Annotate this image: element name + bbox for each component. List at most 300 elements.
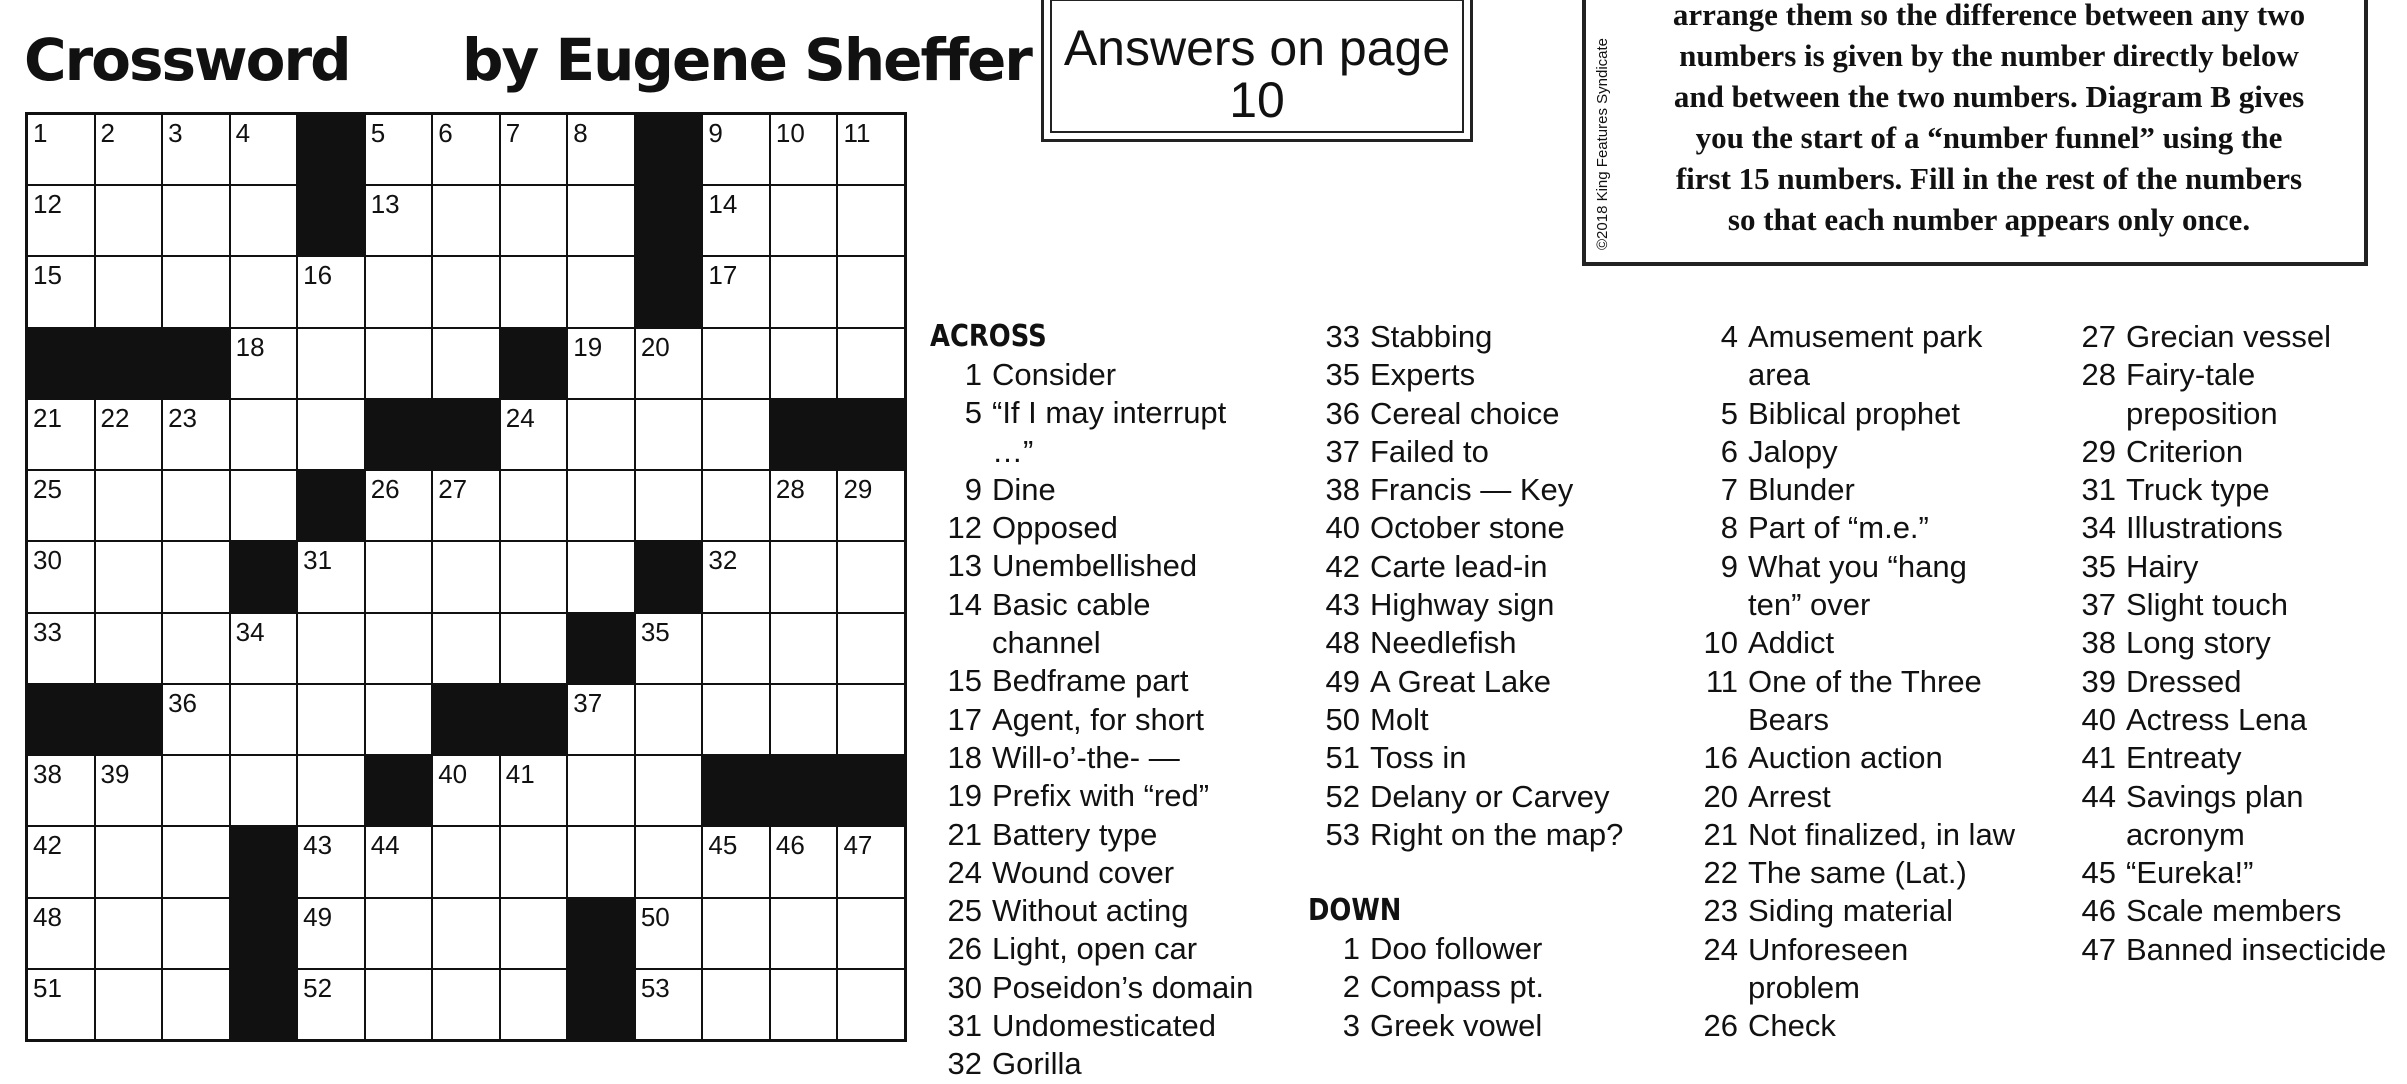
clue-item [930, 701, 1262, 739]
cell-number: 14 [708, 189, 738, 220]
grid-cell[interactable] [28, 471, 94, 540]
clue-text: Arrest [1748, 778, 1831, 814]
clue-text: Doo follower [1370, 931, 1543, 967]
grid-cell[interactable] [298, 685, 364, 754]
grid-cell[interactable] [298, 756, 364, 825]
clue-text: What you “hang ten” over [1748, 548, 1967, 623]
clue-number: 43 [1325, 587, 1360, 623]
grid-block [771, 756, 837, 825]
clue-text: Slight touch [2126, 587, 2288, 623]
grid-cell[interactable] [163, 756, 229, 825]
cell-number: 30 [33, 545, 62, 576]
clue-text: Hairy [2126, 548, 2199, 584]
grid-cell[interactable] [433, 257, 499, 326]
grid-cell[interactable] [366, 257, 432, 326]
grid-cell[interactable] [28, 115, 94, 184]
grid-block [771, 400, 837, 469]
cell-number: 48 [33, 901, 62, 932]
clue-text: Auction action [1748, 740, 1943, 776]
cell-number: 20 [640, 331, 670, 362]
grid-cell[interactable] [771, 827, 837, 896]
grid-cell[interactable] [28, 400, 94, 469]
clue-item [930, 509, 1262, 547]
grid-cell[interactable] [96, 400, 162, 469]
clue-text: Entreaty [2126, 740, 2242, 776]
clue-number: 52 [1325, 778, 1360, 814]
clue-item [2064, 663, 2396, 701]
grid-cell[interactable] [298, 970, 364, 1039]
grid-cell[interactable] [501, 186, 567, 255]
grid-cell[interactable] [501, 970, 567, 1039]
grid-cell[interactable] [636, 685, 702, 754]
grid-cell[interactable] [96, 115, 162, 184]
grid-cell[interactable] [366, 614, 432, 683]
cell-number: 13 [370, 189, 400, 220]
clue-number: 35 [2081, 548, 2116, 584]
clue-item [2064, 356, 2396, 433]
grid-cell[interactable] [96, 756, 162, 825]
grid-cell[interactable] [298, 614, 364, 683]
clue-number: 9 [1720, 548, 1738, 584]
grid-cell[interactable] [433, 899, 499, 968]
grid-cell[interactable] [771, 471, 837, 540]
grid-cell[interactable] [433, 471, 499, 540]
clue-item [930, 1007, 1262, 1045]
grid-cell[interactable] [568, 329, 634, 398]
puzzle-text-line: arrange them so the difference between any two [1672, 0, 2306, 32]
grid-cell[interactable] [366, 471, 432, 540]
grid-cell[interactable] [366, 970, 432, 1039]
grid-cell[interactable] [231, 257, 297, 326]
clue-text: Scale members [2126, 893, 2342, 929]
cell-number: 26 [370, 474, 400, 505]
cell-number: 36 [168, 687, 197, 718]
grid-cell[interactable] [163, 471, 229, 540]
grid-cell[interactable] [366, 186, 432, 255]
grid-cell[interactable] [433, 186, 499, 255]
cell-number: 21 [33, 402, 62, 433]
clue-number: 9 [964, 471, 982, 507]
cell-number: 19 [573, 331, 603, 362]
clue-number: 21 [1703, 816, 1738, 852]
clue-text: Biblical prophet [1748, 395, 1960, 431]
clue-text: Right on the map? [1370, 816, 1624, 852]
grid-cell[interactable] [838, 970, 904, 1039]
clue-item [1686, 395, 2018, 433]
grid-block [501, 329, 567, 398]
clue-text: Experts [1370, 357, 1476, 393]
grid-block [568, 614, 634, 683]
grid-cell[interactable] [703, 827, 769, 896]
grid-cell[interactable] [703, 400, 769, 469]
grid-cell[interactable] [366, 899, 432, 968]
answers-notice-text: Answers on page [1063, 20, 1451, 76]
cell-number: 25 [33, 474, 62, 505]
grid-cell[interactable] [703, 329, 769, 398]
clue-number: 18 [947, 739, 982, 775]
grid-cell[interactable] [703, 257, 769, 326]
cell-number: 16 [303, 260, 333, 291]
across-heading: ACROSS [930, 319, 1047, 354]
clue-item [1308, 778, 1640, 816]
clue-text: Poseidon’s domain [992, 969, 1254, 1005]
clue-number: 50 [1325, 701, 1360, 737]
grid-cell[interactable] [838, 899, 904, 968]
cell-number: 4 [235, 118, 251, 148]
clue-text: Savings plan acronym [2126, 778, 2304, 852]
clue-number: 11 [1705, 663, 1738, 699]
clue-item [2064, 854, 2396, 892]
grid-cell[interactable] [163, 685, 229, 754]
cell-number: 11 [843, 118, 871, 148]
grid-cell[interactable] [433, 329, 499, 398]
grid-cell[interactable] [771, 115, 837, 184]
clue-number: 44 [2081, 778, 2116, 814]
grid-cell[interactable] [366, 685, 432, 754]
grid-cell[interactable] [636, 756, 702, 825]
grid-block [298, 471, 364, 540]
clue-number: 37 [1325, 433, 1360, 469]
clue-text: Consider [992, 357, 1117, 392]
clue-item [2064, 471, 2396, 509]
grid-cell[interactable] [231, 115, 297, 184]
grid-cell[interactable] [433, 614, 499, 683]
grid-cell[interactable] [298, 257, 364, 326]
grid-cell[interactable] [568, 186, 634, 255]
grid-block [636, 257, 702, 326]
grid-cell[interactable] [771, 186, 837, 255]
grid-cell[interactable] [163, 257, 229, 326]
grid-cell[interactable] [163, 115, 229, 184]
grid-cell[interactable] [771, 899, 837, 968]
grid-cell[interactable] [568, 115, 634, 184]
clue-text: A Great Lake [1370, 663, 1551, 699]
grid-cell[interactable] [501, 257, 567, 326]
clue-number: 5 [964, 395, 982, 431]
grid-cell[interactable] [298, 899, 364, 968]
clue-text: Francis — Key [1370, 472, 1574, 508]
clue-number: 42 [1325, 548, 1360, 584]
grid-cell[interactable] [96, 970, 162, 1039]
grid-cell[interactable] [433, 970, 499, 1039]
clue-item [1308, 968, 1640, 1006]
grid-cell[interactable] [636, 970, 702, 1039]
clue-item [1308, 395, 1640, 433]
clue-item [1308, 433, 1640, 471]
clue-number: 24 [947, 854, 982, 890]
clue-item [1308, 548, 1640, 586]
cell-number: 44 [370, 830, 400, 861]
grid-cell[interactable] [163, 400, 229, 469]
grid-cell[interactable] [366, 329, 432, 398]
puzzle-text-line: first 15 numbers. Fill in the rest of the numbers [1675, 161, 2303, 196]
clue-text: Unforeseen problem [1748, 931, 1909, 1006]
across-clues-column-2 [1308, 318, 1640, 1045]
clue-text: “If I may interrupt …” [992, 395, 1227, 469]
grid-cell[interactable] [298, 400, 364, 469]
byline: by Eugene Sheffer [462, 26, 1031, 94]
answers-page-number: 10 [1229, 72, 1285, 128]
grid-cell[interactable] [28, 756, 94, 825]
clue-number: 30 [947, 969, 982, 1005]
grid-cell[interactable] [433, 756, 499, 825]
grid-cell[interactable] [568, 257, 634, 326]
grid-cell[interactable] [231, 329, 297, 398]
grid-cell[interactable] [96, 899, 162, 968]
clue-number: 49 [1325, 663, 1360, 699]
cell-number: 22 [100, 402, 130, 433]
clue-text: Prefix with “red” [992, 778, 1210, 814]
clue-item [1686, 663, 2018, 740]
grid-cell[interactable] [636, 899, 702, 968]
clue-item [930, 777, 1262, 815]
grid-cell[interactable] [703, 115, 769, 184]
clue-number: 26 [1703, 1008, 1738, 1044]
grid-cell[interactable] [703, 685, 769, 754]
grid-cell[interactable] [28, 614, 94, 683]
grid-cell[interactable] [838, 257, 904, 326]
grid-cell[interactable] [636, 827, 702, 896]
clue-text: Agent, for short [992, 701, 1204, 737]
grid-cell[interactable] [231, 614, 297, 683]
grid-cell[interactable] [231, 400, 297, 469]
cell-number: 2 [100, 118, 115, 148]
grid-cell[interactable] [96, 257, 162, 326]
clue-text: Delany or Carvey [1370, 778, 1610, 814]
puzzle-text-line: and between the two numbers. Diagram B gives [1673, 79, 2305, 114]
grid-cell[interactable] [568, 756, 634, 825]
grid-cell[interactable] [568, 685, 634, 754]
grid-cell[interactable] [96, 542, 162, 611]
grid-cell[interactable] [838, 115, 904, 184]
cell-number: 51 [33, 972, 62, 1003]
clue-number: 23 [1703, 893, 1738, 929]
puzzle-text-line: so that each number appears only once. [1727, 202, 2251, 237]
clue-number: 22 [1703, 855, 1738, 891]
grid-cell[interactable] [96, 614, 162, 683]
grid-cell[interactable] [501, 400, 567, 469]
grid-cell[interactable] [838, 827, 904, 896]
clue-text: Siding material [1748, 893, 1954, 929]
cell-number: 23 [168, 402, 197, 433]
clue-number: 31 [947, 1008, 982, 1044]
clue-text: Light, open car [992, 931, 1198, 967]
grid-cell[interactable] [771, 257, 837, 326]
grid-cell[interactable] [636, 329, 702, 398]
cell-number: 17 [708, 260, 738, 291]
grid-block [96, 329, 162, 398]
grid-cell[interactable] [771, 542, 837, 611]
grid-cell[interactable] [298, 542, 364, 611]
cell-number: 50 [640, 901, 670, 932]
clue-text: Battery type [992, 816, 1158, 852]
grid-cell[interactable] [703, 471, 769, 540]
grid-cell[interactable] [231, 685, 297, 754]
clue-item [1308, 356, 1640, 394]
grid-cell[interactable] [703, 970, 769, 1039]
grid-cell[interactable] [838, 542, 904, 611]
clue-item [2064, 433, 2396, 471]
cell-number: 46 [775, 830, 805, 861]
grid-cell[interactable] [28, 827, 94, 896]
grid-cell[interactable] [28, 899, 94, 968]
grid-cell[interactable] [298, 827, 364, 896]
grid-cell[interactable] [838, 471, 904, 540]
clue-text: Criterion [2126, 433, 2244, 469]
clue-number: 38 [1325, 472, 1360, 508]
grid-cell[interactable] [838, 685, 904, 754]
grid-cell[interactable] [96, 471, 162, 540]
grid-cell[interactable] [501, 471, 567, 540]
clue-item [1308, 1007, 1640, 1045]
grid-cell[interactable] [703, 614, 769, 683]
grid-cell[interactable] [28, 542, 94, 611]
cell-number: 39 [100, 759, 130, 790]
clue-text: Gorilla [992, 1046, 1082, 1082]
grid-cell[interactable] [771, 970, 837, 1039]
grid-cell[interactable] [163, 542, 229, 611]
grid-block [298, 186, 364, 255]
clue-item [930, 969, 1262, 1007]
clue-number: 32 [947, 1046, 982, 1082]
grid-cell[interactable] [163, 186, 229, 255]
clue-item [1686, 931, 2018, 1008]
grid-cell[interactable] [163, 614, 229, 683]
grid-cell[interactable] [433, 827, 499, 896]
grid-block [231, 827, 297, 896]
clue-number: 48 [1325, 625, 1360, 661]
grid-cell[interactable] [703, 186, 769, 255]
clue-number: 12 [947, 510, 982, 546]
grid-block [501, 685, 567, 754]
grid-cell[interactable] [636, 400, 702, 469]
grid-cell[interactable] [28, 257, 94, 326]
clue-text: One of the Three Bears [1748, 663, 1982, 737]
clue-item [930, 739, 1262, 777]
cell-number: 24 [505, 402, 535, 433]
grid-block [703, 756, 769, 825]
clue-number: 26 [947, 931, 982, 967]
grid-cell[interactable] [501, 899, 567, 968]
grid-cell[interactable] [501, 756, 567, 825]
clue-text: Actress Lena [2126, 701, 2307, 737]
grid-cell[interactable] [568, 542, 634, 611]
grid-cell[interactable] [231, 471, 297, 540]
grid-block [433, 400, 499, 469]
grid-cell[interactable] [96, 827, 162, 896]
clue-item [1308, 663, 1640, 701]
grid-cell[interactable] [28, 970, 94, 1039]
grid-cell[interactable] [231, 756, 297, 825]
grid-cell[interactable] [838, 614, 904, 683]
clue-item [930, 586, 1262, 663]
grid-cell[interactable] [771, 329, 837, 398]
clue-text: Failed to [1370, 433, 1489, 469]
clue-text: Illustrations [2126, 510, 2283, 546]
grid-cell[interactable] [636, 614, 702, 683]
grid-cell[interactable] [501, 614, 567, 683]
grid-cell[interactable] [771, 614, 837, 683]
grid-cell[interactable] [96, 186, 162, 255]
grid-cell[interactable] [163, 827, 229, 896]
clue-number: 5 [1720, 395, 1738, 431]
cell-number: 31 [303, 545, 333, 576]
clue-number: 34 [2081, 510, 2116, 546]
grid-cell[interactable] [433, 115, 499, 184]
grid-cell[interactable] [703, 542, 769, 611]
clue-number: 35 [1325, 357, 1360, 393]
clue-number: 13 [947, 548, 982, 584]
cell-number: 41 [505, 759, 535, 790]
grid-cell[interactable] [298, 329, 364, 398]
grid-cell[interactable] [433, 542, 499, 611]
clue-item [1308, 816, 1640, 854]
grid-cell[interactable] [231, 186, 297, 255]
clue-item [1686, 471, 2018, 509]
clue-number: 15 [947, 663, 982, 699]
grid-cell[interactable] [636, 471, 702, 540]
clue-text: Long story [2126, 625, 2271, 661]
answers-notice-inner [1050, 0, 1464, 133]
clue-item [1308, 509, 1640, 547]
clue-number: 53 [1325, 816, 1360, 852]
grid-block [231, 542, 297, 611]
grid-cell[interactable] [366, 115, 432, 184]
cell-number: 8 [573, 118, 588, 148]
grid-cell[interactable] [771, 685, 837, 754]
grid-cell[interactable] [568, 827, 634, 896]
clue-item [1686, 509, 2018, 547]
grid-cell[interactable] [366, 827, 432, 896]
cell-number: 43 [303, 830, 333, 861]
clue-text: Without acting [992, 893, 1189, 929]
grid-cell[interactable] [838, 329, 904, 398]
clue-item [1686, 433, 2018, 471]
grid-cell[interactable] [568, 400, 634, 469]
grid-block [568, 970, 634, 1039]
grid-cell[interactable] [163, 899, 229, 968]
crossword-grid [25, 112, 907, 1042]
clue-item [1308, 624, 1640, 662]
clue-number: 31 [2081, 472, 2116, 508]
cell-number: 6 [438, 118, 453, 148]
grid-cell[interactable] [568, 471, 634, 540]
clue-text: Part of “m.e.” [1748, 510, 1929, 546]
grid-block [568, 899, 634, 968]
clue-item [2064, 778, 2396, 855]
cell-number: 45 [708, 830, 738, 861]
clue-text: Amusement park area [1748, 319, 1983, 393]
grid-cell[interactable] [501, 827, 567, 896]
grid-cell[interactable] [501, 115, 567, 184]
clue-text: Dine [992, 471, 1056, 507]
grid-cell[interactable] [703, 899, 769, 968]
clue-text: Truck type [2126, 472, 2270, 508]
clue-text: Will-o’-the- — [992, 739, 1180, 775]
grid-cell[interactable] [366, 542, 432, 611]
clue-number: 38 [2081, 625, 2116, 661]
clue-item [1308, 318, 1640, 356]
clue-item [930, 930, 1262, 968]
clue-text: Opposed [992, 510, 1118, 546]
grid-cell[interactable] [28, 186, 94, 255]
grid-cell[interactable] [501, 542, 567, 611]
grid-cell[interactable] [163, 970, 229, 1039]
clue-number: 27 [2081, 319, 2116, 354]
grid-cell[interactable] [838, 186, 904, 255]
clue-item [1686, 816, 2018, 854]
clue-number: 1 [964, 357, 982, 392]
